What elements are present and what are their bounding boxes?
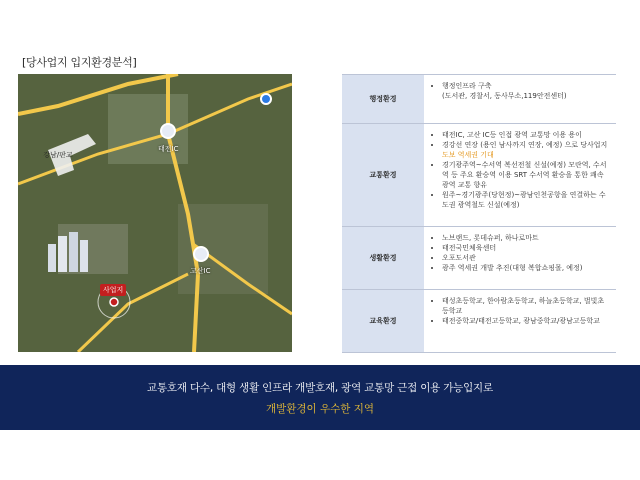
list-item: • 태전국민체육센터 (442, 243, 608, 253)
site-label: 사업지 (100, 284, 126, 296)
list-item: • 태전IC, 고산 IC등 인접 광역 교통망 이용 용이 (442, 130, 608, 140)
row-content (424, 290, 616, 352)
table-row (342, 124, 616, 227)
row-label: 행정환경 (342, 75, 424, 123)
map-image (18, 74, 292, 352)
list-item: • 원주~경기광주(당현정)~광남인천공항을 연결하는 수도권 광역철도 신설(예정) (442, 190, 608, 210)
ic-label-taejeon: 태전IC (158, 145, 179, 153)
banner-line2: 개발환경이 우수한 지역 (265, 402, 375, 415)
direction-label: 강남/판교 (43, 151, 73, 159)
list-item: • 노브랜드, 롯데슈퍼, 하나로마트 (442, 233, 608, 243)
table-row (342, 290, 616, 353)
row-label: 생활환경 (342, 227, 424, 289)
row-content (424, 124, 616, 226)
location-map (18, 74, 292, 352)
table-row (342, 75, 616, 124)
list-item: (도서관, 경찰서, 동사무소,119안전센터) (442, 92, 567, 100)
banner-line1: 교통호재 다수, 대형 생활 인프라 개발호재, 광역 교통망 근접 이용 가능입지로 (147, 381, 493, 394)
list-item: • 행정인프라 구축 (442, 81, 608, 91)
row-label: 교통환경 (342, 124, 424, 226)
row-label: 교육환경 (342, 290, 424, 352)
list-item (442, 140, 608, 160)
analysis-table (342, 74, 616, 353)
list-item: • 경기광주역~수서역 복선전철 신설(예정) 모란역, 수서역 등 주요 환승역 이용 SRT 수서역 환승을 통한 쾌속 광역 교통 향유 (442, 160, 608, 190)
list-item-text: 경강선 연장 (용인 남사까지 연장, 예정) 으로 당사업지 (442, 141, 608, 149)
row-content (424, 227, 616, 289)
row-content (424, 75, 616, 123)
list-item: • 태성초등학교, 한아람초등학교, 하늘초등학교, 벌빛초등학교 (442, 296, 608, 316)
highlight-text: 도보 역세권 기대 (442, 151, 494, 159)
list-item: • 태전중학교/태전고등학교, 광남중학교/광남고등학교 (442, 316, 608, 326)
table-row (342, 227, 616, 290)
page-title: [당사업지 입지환경분석] (22, 56, 137, 69)
list-item: • 광주 역세권 개발 추진(대형 복합쇼핑몰, 예정) (442, 263, 608, 273)
list-item: • 오포도서관 (442, 253, 608, 263)
summary-banner (0, 365, 640, 430)
ic-label-gosan: 고산IC (190, 267, 211, 275)
